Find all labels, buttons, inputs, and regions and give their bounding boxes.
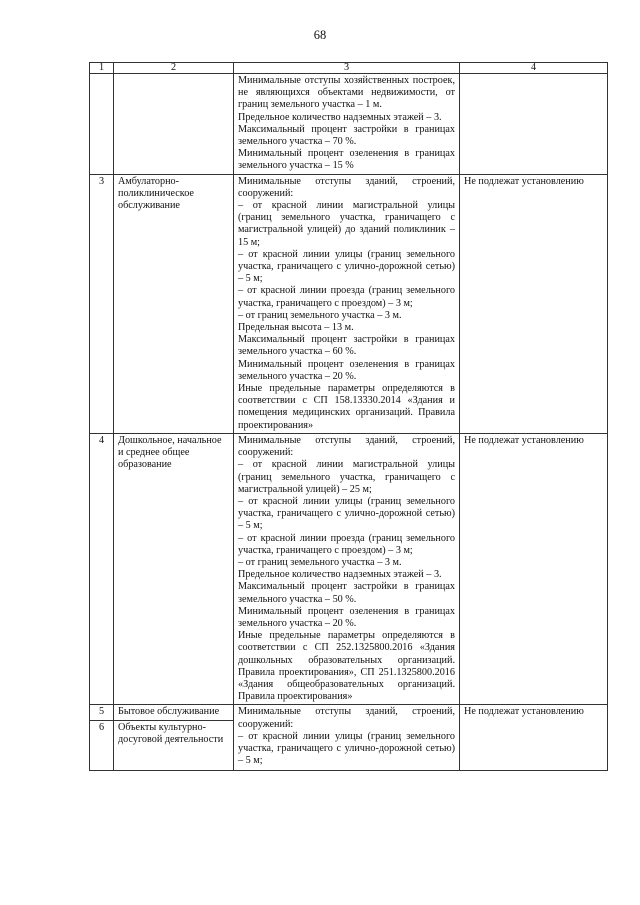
param-line: – от красной линии улицы (границ земельного участка, граничащего с улично-дорожной сетью) – 5 м; — [238, 495, 455, 532]
header-col-2: 2 — [114, 63, 234, 74]
row-note: Не подлежат установлению — [460, 433, 608, 704]
row-params — [234, 705, 460, 770]
row-number: 4 — [90, 433, 114, 704]
table-row — [90, 705, 608, 720]
table-row — [90, 74, 608, 175]
row-params — [234, 74, 460, 175]
row-number: 6 — [90, 720, 114, 770]
row-params — [234, 174, 460, 433]
param-line: – от красной линии улицы (границ земельного участка, граничащего с улично-дорожной сетью) – 5 м; — [238, 248, 455, 285]
header-col-1: 1 — [90, 63, 114, 74]
row-note: Не подлежат установлению — [460, 174, 608, 433]
param-line: Предельное количество надземных этажей – 3. — [238, 111, 442, 123]
table-row — [90, 174, 608, 433]
header-col-4: 4 — [460, 63, 608, 74]
param-line: – от границ земельного участка – 3 м. — [238, 556, 402, 568]
param-line: Минимальные отступы зданий, строений, сооружений: — [238, 175, 455, 199]
param-line: – от границ земельного участка – 3 м. — [238, 309, 402, 321]
header-col-3: 3 — [234, 63, 460, 74]
param-line: – от красной линии улицы (границ земельного участка, граничащего с улично-дорожной сетью) – 5 м; — [238, 730, 455, 767]
row-name — [114, 74, 234, 175]
param-line: Максимальный процент застройки в границах земельного участка – 70 %. — [238, 123, 455, 148]
header-row — [90, 63, 608, 74]
row-name: Объекты культурно-досуговой деятельности — [114, 720, 234, 770]
row-note — [460, 74, 608, 175]
row-name: Амбулаторно-поликлиническое обслуживание — [114, 174, 234, 433]
row-number: 3 — [90, 174, 114, 433]
row-number: 5 — [90, 705, 114, 720]
param-line: – от красной линии проезда (границ земельного участка, граничащего с проездом) – 3 м; — [238, 532, 455, 556]
param-line: Максимальный процент застройки в границах земельного участка – 50 %. — [238, 581, 455, 605]
table-row — [90, 433, 608, 704]
param-line: Иные предельные параметры определяются в соответствии с СП 252.1325800.2016 «Здания дошкольных образовательных организаций. Правила проектирования», СП 251.1325800.2016 «Здания общеобразовательных организаций. Правила проектирования» — [238, 630, 455, 703]
param-line: Минимальные отступы зданий, строений, сооружений: — [238, 706, 455, 730]
param-line: – от красной линии проезда (границ земельного участка, граничащего с проездом) – 3 м; — [238, 285, 455, 309]
param-line: Минимальные отступы зданий, строений, сооружений: — [238, 434, 455, 459]
page-number: 68 — [313, 28, 327, 42]
param-line: Минимальный процент озеленения в границах земельного участка – 20 %. — [238, 358, 455, 382]
param-line: Минимальные отступы хозяйственных построек, не являющихся объектами недвижимости, от границ земельного участка – 1 м. — [238, 75, 455, 111]
regulations-table — [89, 62, 608, 771]
param-line: Иные предельные параметры определяются в соответствии с СП 158.13330.2014 «Здания и помещения медицинских организаций. Правила проектирования» — [238, 383, 455, 431]
param-line: Минимальный процент озеленения в границах земельного участка – 20 %. — [238, 605, 455, 629]
param-line: Предельная высота – 13 м. — [238, 322, 354, 334]
row-note: Не подлежат установлению — [460, 705, 608, 770]
param-line: Минимальный процент озеленения в границах земельного участка – 15 % — [238, 148, 455, 172]
param-line: – от красной линии магистральной улицы (границ земельного участка, граничащего с магистральной улицей) – 25 м; — [238, 459, 455, 495]
row-number — [90, 74, 114, 175]
row-params — [234, 433, 460, 704]
row-name: Бытовое обслуживание — [114, 705, 234, 720]
param-line: Предельное количество надземных этажей – 3. — [238, 569, 442, 581]
row-name: Дошкольное, начальное и среднее общее образование — [114, 433, 234, 704]
param-line: – от красной линии магистральной улицы (границ земельного участка, граничащего с магистральной улицей) до зданий поликлиник – 15 м; — [238, 200, 455, 248]
param-line: Максимальный процент застройки в границах земельного участка – 60 %. — [238, 334, 455, 358]
